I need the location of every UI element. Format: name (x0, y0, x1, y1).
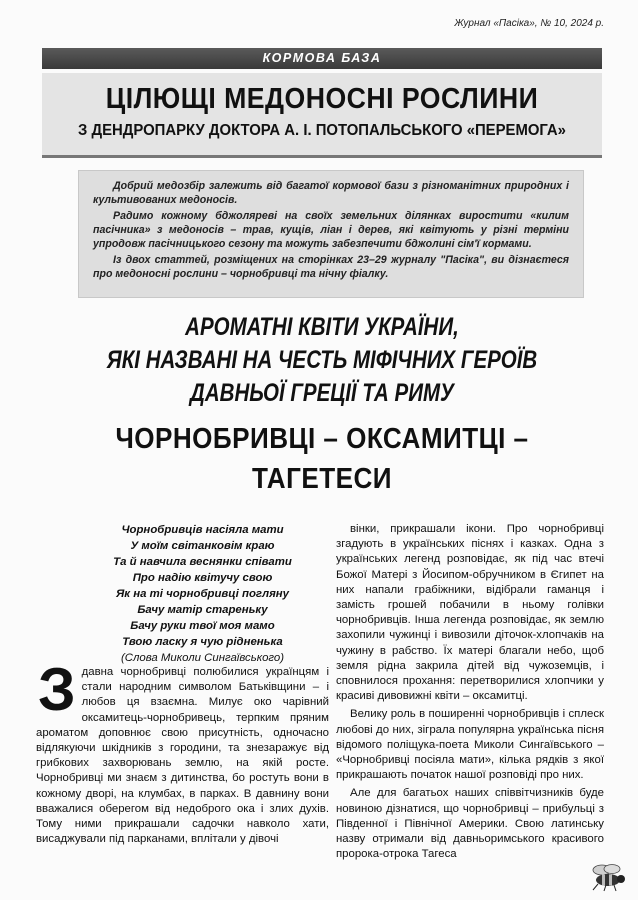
poem-line: Як на ті чорнобривці погляну (115, 588, 289, 600)
intro-box (78, 170, 584, 298)
title-box (42, 73, 602, 158)
poem-line: У моїм світанковім краю (130, 540, 275, 552)
body-text: давна чорнобривці полюбилися українцям і стали народним символом Батьківщини – і любов ця взаємна. Милує око чарівний оксамитець-чорнобривець, терпким пряним ароматом доповнює свою присутність, одночасно відлякуючи шкідників з городини, та знезаражує від грибкових захворювань землю, на якій росте. Чорнобривці ми знаєм з дитинства, бо ростуть вони в кожному дворі, на клумбах, в парках. В давнину вони вважалися оберегом від недоброго ока і злих духів. Тому ними прикрашали садочки навколо хати, висаджували під парканами, вплітали у дівочі (36, 666, 329, 846)
poem-line: Бачу руки твої моя мамо (130, 620, 275, 632)
poem-line: Про надію квітучу свою (132, 572, 273, 584)
sub-title: З ДЕНДРОПАРКУ ДОКТОРА А. І. ПОТОПАЛЬСЬКОГО «ПЕРЕМОГА» (78, 122, 566, 139)
body-paragraph: Але для багатьох наших співвітчизників буде новиною дізнатися, що чорнобривці – прибульці з Південної і Північної Америки. Свою латинську назву отримали від давньоримського красивого пророка-отрока Тагеса (336, 787, 604, 861)
drop-cap: З (38, 656, 76, 723)
intro-paragraph: Радимо кожному бджоляреві на своїх земельних ділянках виростити «килим пасічника» з медоносів – трав, кущів, ліан і дерев, які квітують у різні терміни упродовж пасічницького сезону та можуть забезпечити бджолині сім'ї кормами. (93, 210, 569, 250)
article-headline-line-3: ДАВНЬОЇ ГРЕЦІЇ ТА РИМУ (190, 379, 454, 407)
intro-paragraph: Із двох статтей, розміщених на сторінках 23–29 журналу "Пасіка", ви дізнаєтеся про медоносні рослини – чорнобривці та нічну фіалку. (93, 254, 569, 280)
article-title-line-1: ЧОРНОБРИВЦІ – ОКСАМИТЦІ – (115, 423, 529, 455)
article-headline-line-1: АРОМАТНІ КВІТИ УКРАЇНИ, (185, 313, 459, 341)
journal-reference: Журнал «Пасіка», № 10, 2024 р. (454, 18, 604, 29)
poem-line: Твою ласку я чую рідненька (122, 636, 283, 648)
poem-epigraph (75, 522, 330, 666)
body-paragraph: вінки, прикрашали ікони. Про чорнобривці згадують в українських піснях і казках. Одна з українських легенд розповідає, як під час втечі Божої Матері з Йосипом-обручником в Єгипет на них напали грабіжники, відібрали гаманця і замість грошей побачили в ньому голівки чорнобривців. Інша легенда розповідає, як землю захопили чужинці і вивозили діточок-хлопчаків на чужину в рабство. Їх матері благали небо, щоб земля рідна закрила дітей від чужоземців, і сповнилося прохання: перетворилися хлопчики у красиві дивовижні квіти – оксамитці. (336, 523, 604, 703)
poem-line: Бачу матір стареньку (137, 604, 268, 616)
section-banner (42, 48, 602, 69)
intro-paragraph: Добрий медозбір залежить від багатої кормової бази з різноманітних природних і культивованих медоносів. (93, 180, 569, 206)
bee-icon (584, 862, 630, 892)
main-title: ЦІЛЮЩІ МЕДОНОСНІ РОСЛИНИ (105, 83, 539, 115)
poem-line: Та й навчила веснянки співати (113, 556, 292, 568)
article-headline-line-2: ЯКІ НАЗВАНІ НА ЧЕСТЬ МІФІЧНИХ ГЕРОЇВ (106, 346, 538, 374)
body-paragraph: Велику роль в поширенні чорнобривців і сплеск любові до них, зіграла популярна українська пісня відомого поліщука-поета Миколи Сингаївського – «Чорнобривці посіяла мати», кілька рядків з якої прикрашають початок нашої розповіді про них. (336, 708, 604, 782)
article-title-line-2: ТАГЕТЕСИ (252, 463, 392, 495)
section-label: КОРМОВА БАЗА (262, 51, 382, 65)
poem-line: Чорнобривців насіяла мати (121, 524, 284, 536)
text-column-right (336, 522, 604, 862)
poem-author: (Слова Миколи Сингаївського) (120, 652, 285, 664)
